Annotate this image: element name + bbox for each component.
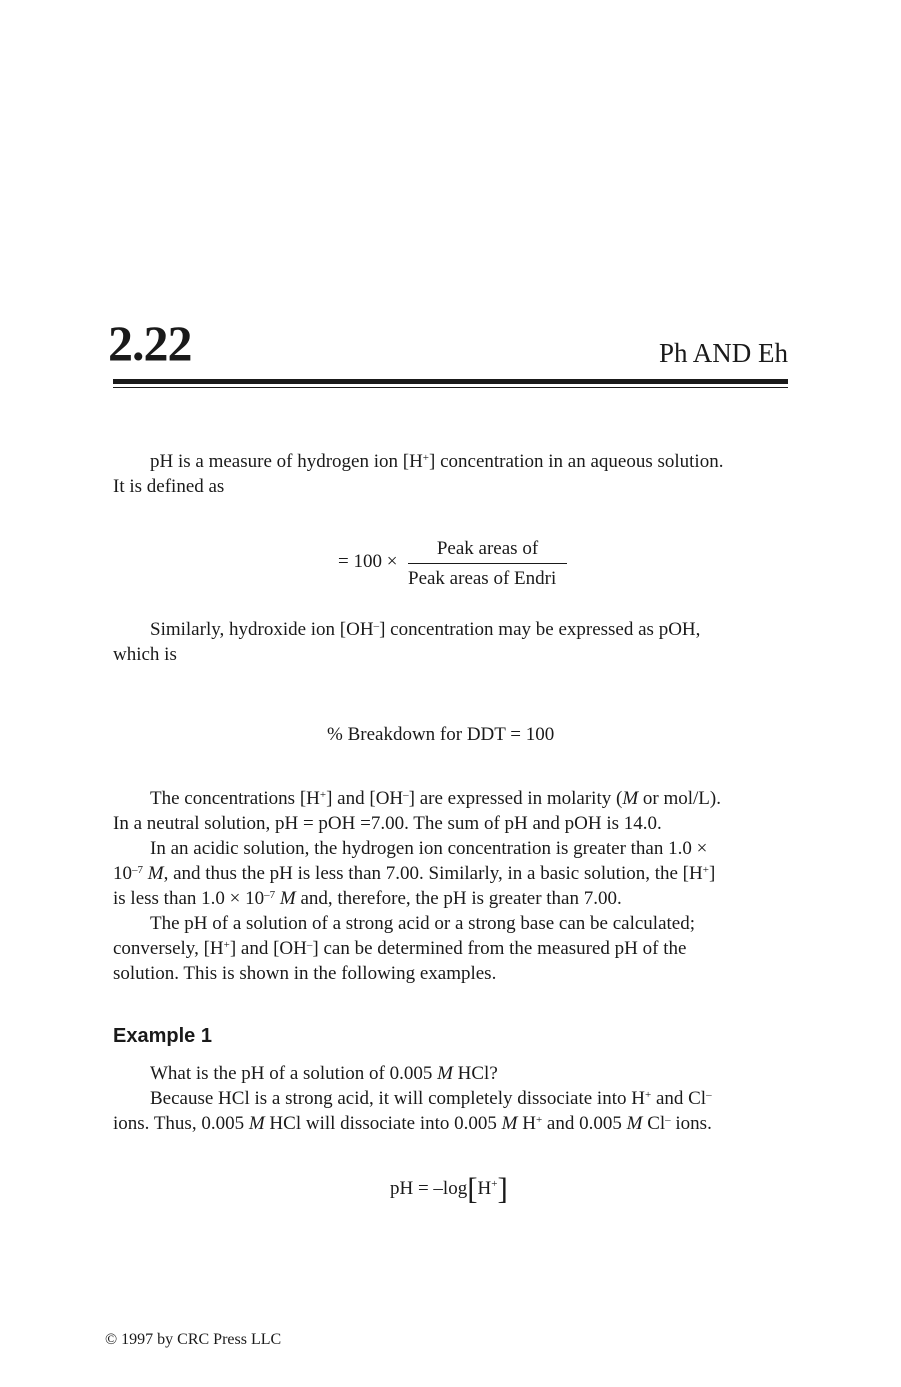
equation-denominator: Peak areas of Endri: [408, 569, 557, 588]
equation-ph: pH = –log[H+]: [390, 1171, 508, 1206]
poh-paragraph: Similarly, hydroxide ion [OH–] concentration may be expressed as pOH, which is: [113, 619, 701, 665]
equation-prefix: = 100 ×: [338, 551, 398, 572]
intro-paragraph: pH is a measure of hydrogen ion [H+] concentration in an aqueous solution. It is defined as: [113, 451, 724, 497]
chapter-number: 2.22: [108, 315, 192, 371]
fraction-bar: [408, 563, 567, 564]
example-heading: Example 1: [113, 1025, 212, 1047]
equation-breakdown: % Breakdown for DDT = 100: [327, 724, 555, 745]
copyright-footer: © 1997 by CRC Press LLC: [105, 1331, 282, 1348]
body-paragraphs: The concentrations [H+] and [OH–] are expressed in molarity (M or mol/L). In a neutral solution, pH = pOH =7.00. The sum of pH and pOH is 14.0. In an acidic solution, the hydrogen ion concentration is greater than 1.0 × $10^{-7}$ M, and thus the pH is less than 7.00. Similarly, in a basic solution, the [H+] is less than $1.0 \times 10^{-7}$ M and, therefore, the pH is greater than 7.00. The pH of a solution of a strong acid or a strong base can be calculated; conversely, [H+] and [OH–] can be determined from the measured pH of the solution. This is shown in the following examples.: [113, 788, 721, 984]
header-rule-thick: [113, 379, 788, 384]
example-paragraph: What is the pH of a solution of 0.005 M HCl? Because HCl is a strong acid, it will completely dissociate into H+ and Cl– ions. Thus, 0.005 M HCl will dissociate into 0.005 M H+ and 0.005 M Cl– ions.: [113, 1063, 712, 1134]
header-rule-thin: [113, 387, 788, 388]
equation-numerator: Peak areas of: [436, 539, 539, 558]
chapter-title: Ph AND Eh: [658, 338, 788, 368]
